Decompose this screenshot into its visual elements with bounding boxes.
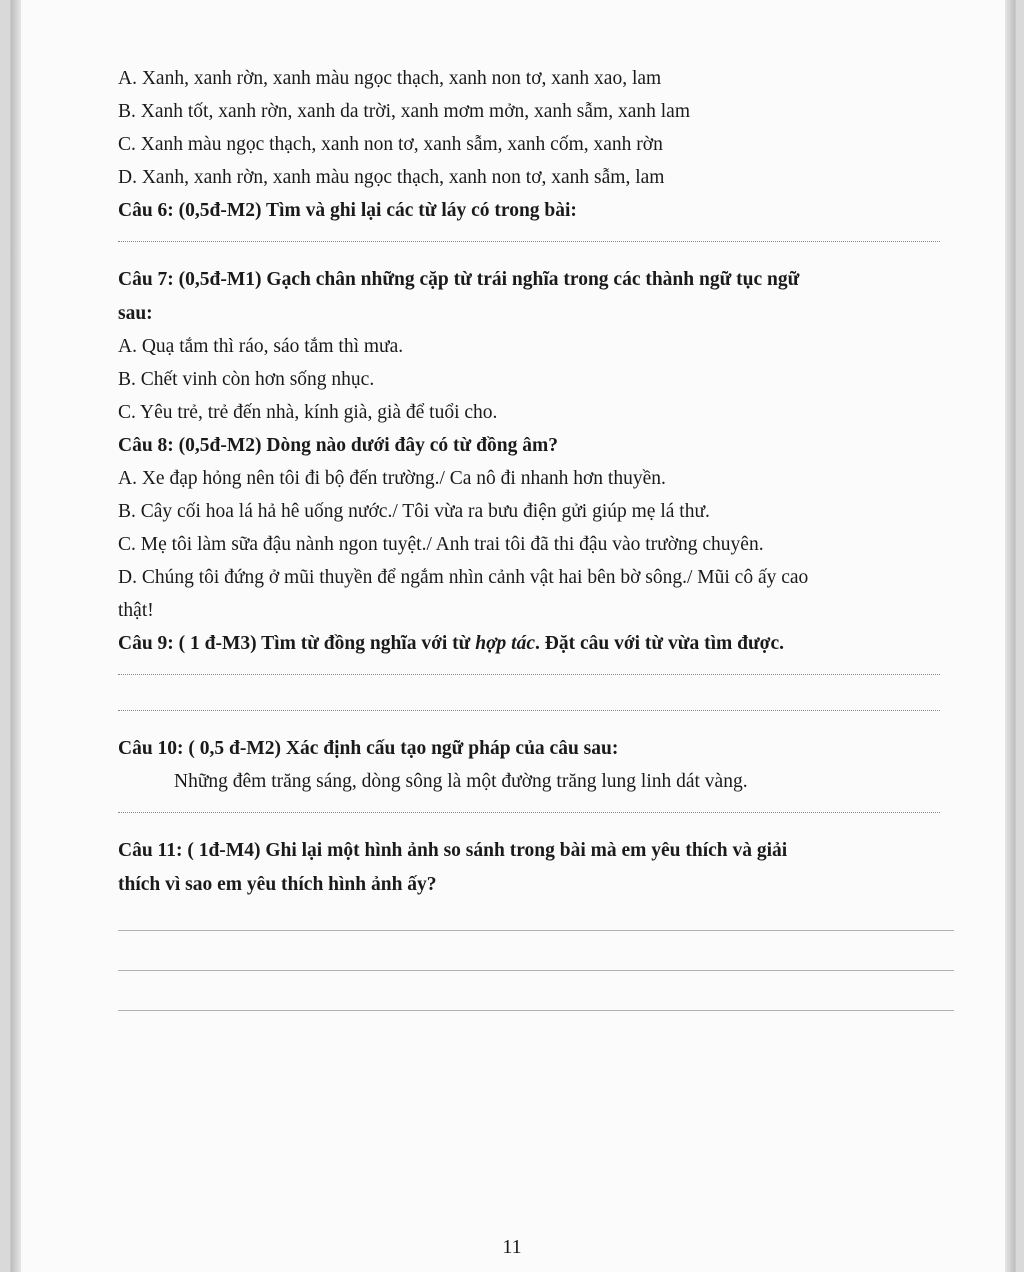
q10-title: Câu 10: ( 0,5 đ-M2) Xác định cấu tạo ngữ pháp của câu sau: <box>118 738 619 759</box>
q10-answer-line <box>118 798 954 834</box>
q7-option-c: C. Yêu trẻ, trẻ đến nhà, kính già, già để tuổi cho. <box>118 402 498 423</box>
q7-title-line2: sau: <box>118 303 153 324</box>
page-edge-right <box>1005 0 1015 1272</box>
q10-sentence: Những đêm trăng sáng, dòng sông là một đường trăng lung linh dát vàng. <box>174 771 748 792</box>
q9-title-keyword: hợp tác <box>475 633 536 654</box>
q5-option-d: D. Xanh, xanh rờn, xanh màu ngọc thạch, xanh non tơ, xanh sẫm, lam <box>118 167 665 188</box>
q7-title-line1: Câu 7: (0,5đ-M1) Gạch chân những cặp từ trái nghĩa trong các thành ngữ tục ngữ <box>118 269 800 290</box>
q9-answer-line-1 <box>118 660 954 696</box>
q8-option-c: C. Mẹ tôi làm sữa đậu nành ngon tuyệt./ Anh trai tôi đã thi đậu vào trường chuyên. <box>118 534 764 555</box>
q8-option-d-continued: thật! <box>118 600 154 621</box>
q5-option-c: C. Xanh màu ngọc thạch, xanh non tơ, xanh sẫm, xanh cốm, xanh rờn <box>118 134 663 155</box>
q11-title-line2: thích vì sao em yêu thích hình ảnh ấy? <box>118 874 437 895</box>
q8-option-b: B. Cây cối hoa lá hả hê uống nước./ Tôi vừa ra bưu điện gửi giúp mẹ lá thư. <box>118 501 710 522</box>
q11-answer-line-2 <box>118 952 954 992</box>
q8-title: Câu 8: (0,5đ-M2) Dòng nào dưới đây có từ đồng âm? <box>118 435 558 456</box>
q11-answer-line-3 <box>118 992 954 1032</box>
exam-content <box>118 62 954 1032</box>
q8-option-d: D. Chúng tôi đứng ở mũi thuyền để ngắm nhìn cảnh vật hai bên bờ sông./ Mũi cô ấy cao <box>118 567 809 588</box>
q5-option-b: B. Xanh tốt, xanh rờn, xanh da trời, xanh mơm mởn, xanh sẫm, xanh lam <box>118 101 690 122</box>
q11-title-line1: Câu 11: ( 1đ-M4) Ghi lại một hình ảnh so sánh trong bài mà em yêu thích và giải <box>118 840 788 861</box>
q9-answer-line-2 <box>118 696 954 732</box>
q6-title: Câu 6: (0,5đ-M2) Tìm và ghi lại các từ láy có trong bài: <box>118 200 577 221</box>
q5-option-a: A. Xanh, xanh rờn, xanh màu ngọc thạch, xanh non tơ, xanh xao, lam <box>118 68 662 89</box>
q6-answer-line <box>118 227 954 263</box>
page-number: 11 <box>502 1236 522 1258</box>
q7-option-a: A. Quạ tắm thì ráo, sáo tắm thì mưa. <box>118 336 404 357</box>
q11-answer-line-1 <box>118 912 954 952</box>
page-edge-left <box>11 0 21 1272</box>
q9-title-start: Câu 9: ( 1 đ-M3) Tìm từ đồng nghĩa với từ <box>118 633 476 654</box>
q9-title <box>118 627 954 660</box>
q8-option-a: A. Xe đạp hỏng nên tôi đi bộ đến trường./ Ca nô đi nhanh hơn thuyền. <box>118 468 666 489</box>
q7-option-b: B. Chết vinh còn hơn sống nhục. <box>118 369 375 390</box>
q9-title-end: . Đặt câu với từ vừa tìm được. <box>535 633 784 654</box>
